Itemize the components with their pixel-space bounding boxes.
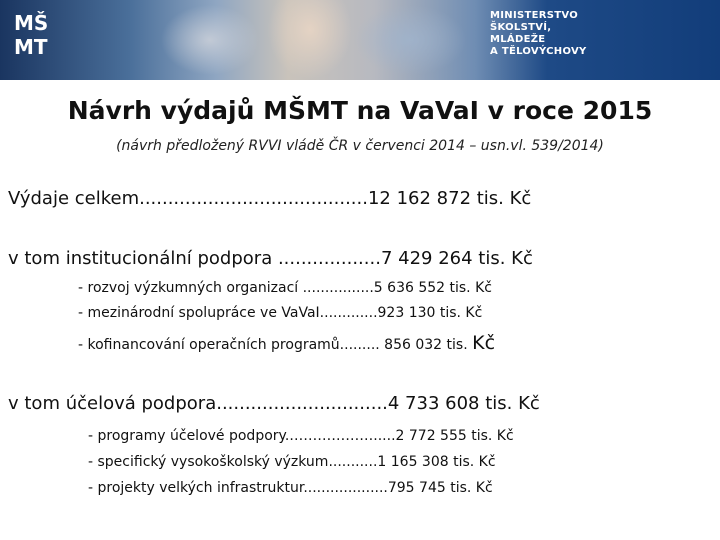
targeted-item: - specifický vysokoškolský výzkum...........1 165 308 tis. Kč [88, 454, 496, 470]
msmt-logo-icon [10, 6, 66, 62]
slide-title: Návrh výdajů MŠMT na VaVaI v roce 2015 [67, 96, 653, 125]
institutional-item-text: - kofinancování operačních programů......... 856 032 tis. [78, 337, 468, 353]
institutional-item: - mezinárodní spolupráce ve VaVaI.............923 130 tis. Kč [78, 305, 483, 321]
targeted-support-heading: v tom účelová podpora..............................4 733 608 tis. Kč [8, 393, 540, 414]
ministry-name-line: ŠKOLSTVÍ, [490, 22, 552, 33]
institutional-item-unit: Kč [472, 332, 496, 354]
ministry-name-line: MLÁDEŽE [490, 34, 546, 45]
targeted-item: - programy účelové podpory.……………….....2 772 555 tis. Kč [88, 428, 514, 444]
targeted-item: - projekty velkých infrastruktur...................795 745 tis. Kč [88, 480, 493, 496]
header-banner [0, 0, 720, 80]
banner-photo [150, 0, 490, 80]
institutional-item-last [78, 332, 495, 354]
institutional-item: - rozvoj výzkumných organizací ................5 636 552 tis. Kč [78, 280, 492, 296]
ministry-name-line: A TĚLOVÝCHOVY [490, 46, 587, 57]
svg-text:MT: MT [14, 35, 48, 59]
ministry-name [490, 10, 610, 58]
slide-subtitle: (návrh předložený RVVI vládě ČR v červenci 2014 – usn.vl. 539/2014) [116, 138, 604, 154]
institutional-support-heading: v tom institucionální podpora ..................7 429 264 tis. Kč [8, 248, 533, 269]
svg-text:MŠ: MŠ [14, 11, 49, 35]
total-expenses: Výdaje celkem........................................12 162 872 tis. Kč [8, 188, 532, 209]
ministry-name-line: MINISTERSTVO [490, 10, 579, 21]
